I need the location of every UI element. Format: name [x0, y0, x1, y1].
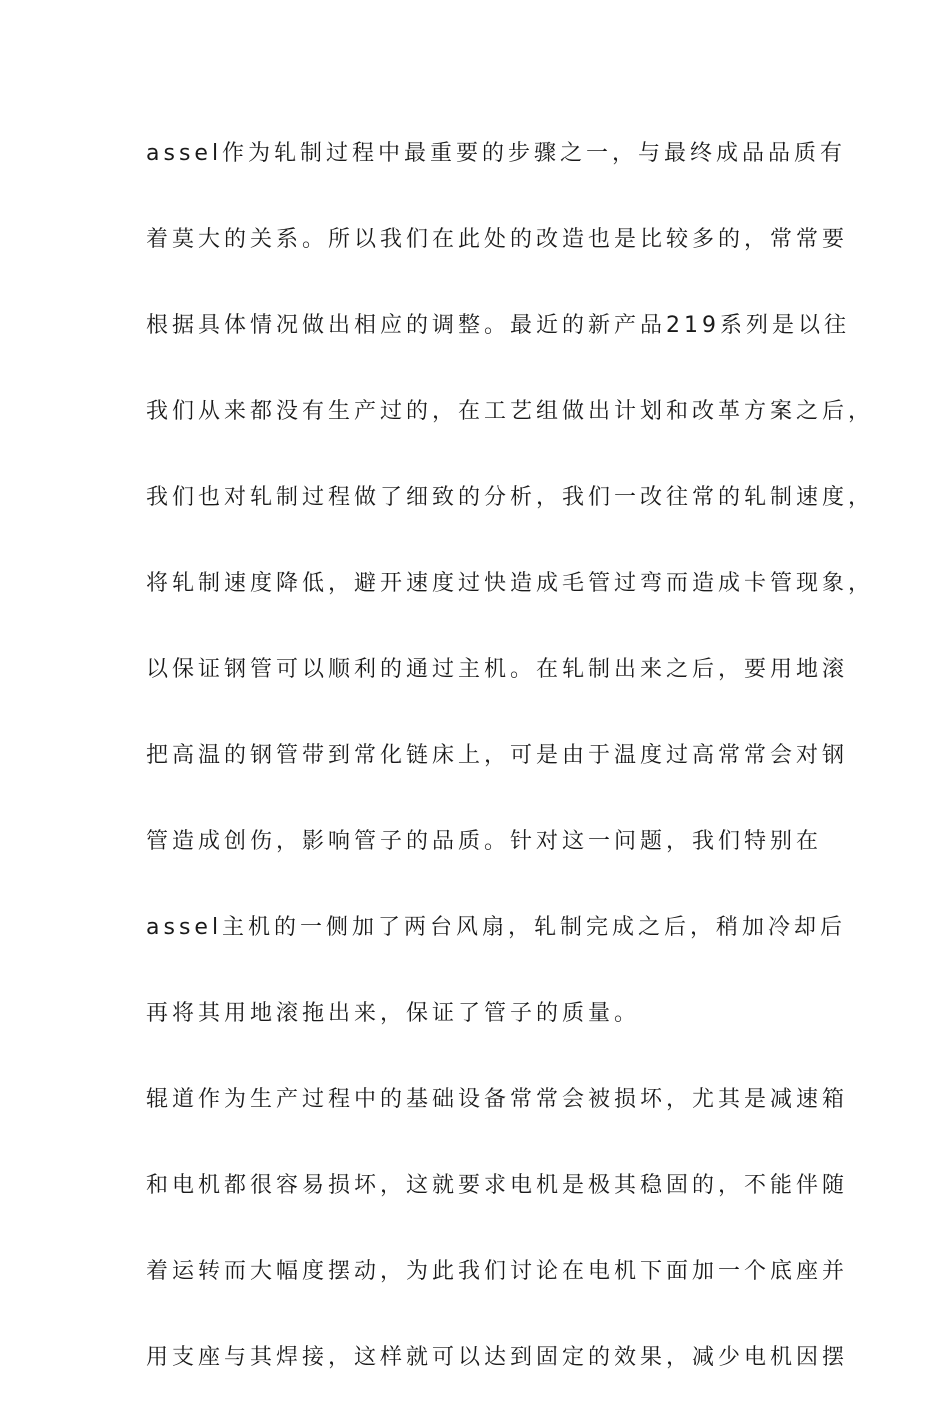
text-line: assel作为轧制过程中最重要的步骤之一，与最终成品品质有 — [146, 141, 847, 166]
text-line: 以保证钢管可以顺利的通过主机。在轧制出来之后，要用地滚 — [146, 657, 849, 682]
text-line: 根据具体情况做出相应的调整。最近的新产品219系列是以往 — [146, 313, 850, 338]
text-line: 再将其用地滚拖出来，保证了管子的质量。 — [146, 1001, 641, 1026]
text-line: 将轧制速度降低，避开速度过快造成毛管过弯而造成卡管现象， — [146, 571, 875, 596]
text-line: 辊道作为生产过程中的基础设备常常会被损坏，尤其是减速箱 — [146, 1087, 849, 1112]
text-line: 管造成创伤，影响管子的品质。针对这一问题，我们特别在 — [146, 829, 823, 854]
text-line: assel主机的一侧加了两台风扇，轧制完成之后，稍加冷却后 — [146, 915, 847, 940]
text-line: 着莫大的关系。所以我们在此处的改造也是比较多的，常常要 — [146, 227, 849, 252]
text-line: 我们也对轧制过程做了细致的分析，我们一改往常的轧制速度， — [146, 485, 875, 510]
text-line: 我们从来都没有生产过的，在工艺组做出计划和改革方案之后， — [146, 399, 875, 424]
text-line: 用支座与其焊接，这样就可以达到固定的效果，减少电机因摆 — [146, 1345, 849, 1370]
body-text — [146, 134, 875, 1424]
text-line: 和电机都很容易损坏，这就要求电机是极其稳固的，不能伴随 — [146, 1173, 849, 1198]
text-line: 把高温的钢管带到常化链床上，可是由于温度过高常常会对钢 — [146, 743, 849, 768]
text-line: 着运转而大幅度摆动，为此我们讨论在电机下面加一个底座并 — [146, 1259, 849, 1284]
